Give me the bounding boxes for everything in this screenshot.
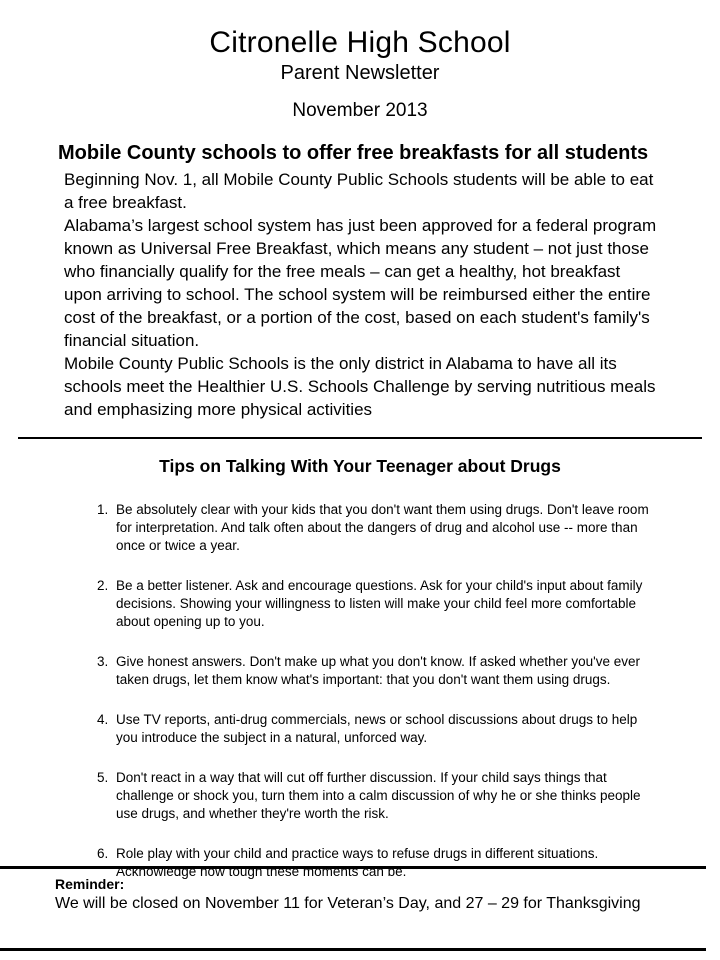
paragraph: Alabama’s largest school system has just been approved for a federal program known as Universal Free Breakfast, which means any student – not just those who financially qualify for the free meals – can get a healthy, hot breakfast upon arriving to school. The school system will be reimbursed either the entire cost of the breakfast, or a portion of the cost, based on each student's family's financial situation.	[64, 216, 657, 350]
tip-item: 4. Use TV reports, anti-drug commercials, news or school discussions about drugs to help you introduce the subject in a natural, unforced way.	[112, 711, 650, 747]
reminder-text: We will be closed on November 11 for Veteran’s Day, and 27 – 29 for Thanksgiving	[55, 895, 641, 912]
paragraph: Mobile County Public Schools is the only district in Alabama to have all its schools meet the Healthier U.S. Schools Challenge by serving nutritious meals and emphasizing more physical activities	[64, 354, 656, 419]
article-free-breakfast	[20, 142, 700, 421]
tips-list	[20, 501, 700, 881]
tip-item: 2. Be a better listener. Ask and encourage questions. Ask for your child's input about family decisions. Showing your willingness to listen will make your child feel more comfortable about opening up to you.	[112, 577, 650, 631]
bottom-divider	[0, 948, 706, 951]
page-title: Citronelle High School	[209, 26, 511, 59]
article-free-breakfast-body	[64, 168, 660, 421]
tip-item: 5. Don't react in a way that will cut off further discussion. If your child says things that challenge or shock you, turn them into a calm discussion of why he or she thinks people use drugs, and whether they're worth the risk.	[112, 769, 650, 823]
issue-date: November 2013	[292, 100, 428, 121]
paragraph: Beginning Nov. 1, all Mobile County Public Schools students will be able to eat a free breakfast.	[64, 170, 654, 212]
tip-item: 1. Be absolutely clear with your kids that you don't want them using drugs. Don't leave room for interpretation. And talk often about the dangers of drug and alcohol use -- more than once or twice a year.	[112, 501, 650, 555]
newsletter-header	[20, 26, 700, 122]
reminder-footer	[0, 866, 706, 913]
section-divider	[18, 437, 702, 439]
page-subtitle: Parent Newsletter	[280, 62, 440, 84]
tip-item: 3. Give honest answers. Don't make up what you don't know. If asked whether you've ever taken drugs, let them know what's important: that you don't want them using drugs.	[112, 653, 650, 689]
tip-item: 6. Role play with your child and practice ways to refuse drugs in different situations. Acknowledge how tough these moments can be.	[112, 845, 650, 881]
article-drug-tips	[20, 456, 700, 881]
reminder-label: Reminder:	[55, 876, 125, 892]
article-drug-tips-heading: Tips on Talking With Your Teenager about Drugs	[159, 456, 561, 476]
article-free-breakfast-heading: Mobile County schools to offer free breakfasts for all students	[58, 142, 649, 164]
